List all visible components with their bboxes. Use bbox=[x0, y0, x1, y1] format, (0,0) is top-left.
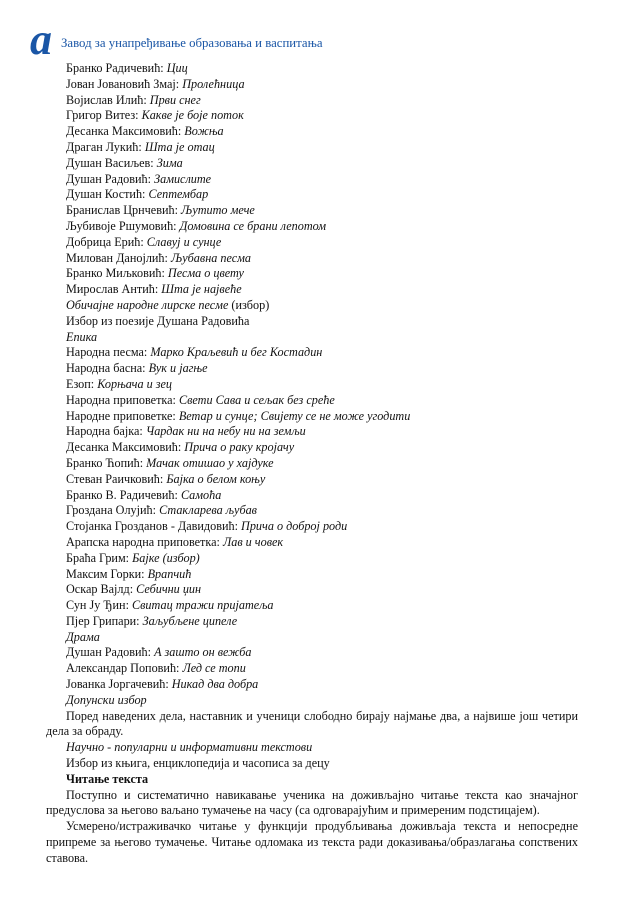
list-item bbox=[46, 124, 578, 140]
entry-author: Народна приповетка: bbox=[66, 392, 179, 407]
entry-author: Максим Горки: bbox=[66, 566, 148, 581]
entry-author: Војислав Илић: bbox=[66, 92, 150, 107]
entry-author: Григор Витез: bbox=[66, 108, 142, 123]
entry-title: Самоћа bbox=[180, 487, 222, 502]
entry-author: Бранко Ћопић: bbox=[66, 455, 147, 470]
list-item bbox=[46, 282, 578, 298]
entry-title: Зима bbox=[156, 155, 183, 170]
entry-author: Гроздана Олујић: bbox=[66, 503, 160, 518]
entry-author: Арапска народна приповетка: bbox=[66, 534, 223, 549]
list-item bbox=[46, 219, 578, 235]
entry-author: Бранислав Црнчевић: bbox=[66, 203, 182, 218]
entry-title: Мачак отишао у хајдуке bbox=[146, 455, 274, 470]
paragraph-reading-1: Поступно и систематично навикавање ученика на доживљајно читање текста као значајног предуслова за његово ваљано тумачење на часу (са одговарајућим и примереним подстицајем). bbox=[46, 787, 578, 818]
entry-title: Вук и јагње bbox=[148, 361, 208, 376]
entry-author: Езоп: bbox=[66, 376, 98, 391]
entry-author: Десанка Максимовић: bbox=[66, 124, 185, 139]
list-item bbox=[46, 345, 578, 361]
entry-title: Стакларева љубав bbox=[159, 503, 257, 518]
entry-author: Бранко Миљковић: bbox=[66, 266, 168, 281]
entry-title: Циц bbox=[166, 61, 188, 75]
entry-author: Душан Васиљев: bbox=[66, 155, 157, 170]
list-item bbox=[46, 582, 578, 598]
entry-title: Заљубљене ципеле bbox=[142, 613, 238, 628]
entry-author: Народна песма: bbox=[66, 345, 151, 360]
entry-title: Шта је највеће bbox=[161, 282, 242, 297]
list-item bbox=[46, 535, 578, 551]
list-item bbox=[46, 409, 578, 425]
list-item bbox=[46, 172, 578, 188]
list-item bbox=[46, 472, 578, 488]
list-item bbox=[46, 551, 578, 567]
list-item bbox=[46, 456, 578, 472]
reading-heading: Читање текста bbox=[66, 771, 149, 786]
list-item bbox=[46, 677, 578, 693]
entry-author: Милован Данојлић: bbox=[66, 250, 171, 265]
list-item bbox=[46, 503, 578, 519]
list-item bbox=[46, 251, 578, 267]
entry-author: Народна басна: bbox=[66, 361, 149, 376]
entry-author: Пјер Грипари: bbox=[66, 613, 143, 628]
entry-author: Душан Радовић: bbox=[66, 171, 155, 186]
entry-title: Лав и човек bbox=[222, 534, 284, 549]
institute-logo: a bbox=[30, 15, 52, 64]
list-item bbox=[46, 661, 578, 677]
entry-title: Септембар bbox=[148, 187, 209, 202]
entry-title: Обичајне народне лирске песме bbox=[66, 297, 229, 312]
entry-author: Љубивоје Ршумовић: bbox=[66, 218, 180, 233]
list-item bbox=[46, 645, 578, 661]
entry-author: Јованка Јоргачевић: bbox=[66, 677, 172, 692]
entry-title: Прича о доброј роди bbox=[241, 519, 348, 534]
reading-list bbox=[46, 61, 578, 709]
popular-item: Избор из књига, енциклопедија и часописа за децу bbox=[66, 756, 330, 771]
list-item bbox=[46, 424, 578, 440]
list-item bbox=[46, 77, 578, 93]
list-item bbox=[46, 393, 578, 409]
entry-author: Душан Радовић: bbox=[66, 645, 155, 660]
entry-author: Добрица Ерић: bbox=[66, 234, 147, 249]
entry-title: Ветар и сунце; Свијету се не може угодити bbox=[178, 408, 411, 423]
list-item bbox=[46, 140, 578, 156]
entry-title: Лед се топи bbox=[182, 661, 246, 676]
entry-suffix: (избор) bbox=[228, 297, 270, 312]
entry-title: Љутито мече bbox=[181, 203, 255, 218]
list-item bbox=[46, 598, 578, 614]
entry-author: Драган Лукић: bbox=[66, 139, 145, 154]
list-item bbox=[46, 693, 578, 709]
list-item bbox=[46, 203, 578, 219]
entry-author: Бранко Радичевић: bbox=[66, 61, 167, 75]
entry-title: Љубавна песма bbox=[170, 250, 252, 265]
list-item bbox=[46, 266, 578, 282]
entry-author: Оскар Вајлд: bbox=[66, 582, 137, 597]
entry-title: Свитац тражи пријатеља bbox=[132, 598, 274, 613]
list-item bbox=[46, 61, 578, 77]
list-item bbox=[46, 567, 578, 583]
list-item bbox=[46, 235, 578, 251]
entry-title: Драма bbox=[66, 629, 100, 644]
section-popular-title: Научно - популарни и информативни текстови bbox=[66, 740, 313, 755]
entry-author: Избор из поезије Душана Радовића bbox=[66, 313, 250, 328]
entry-title: Замислите bbox=[154, 171, 212, 186]
list-item bbox=[46, 440, 578, 456]
document-body bbox=[46, 61, 578, 867]
entry-title: Пролећница bbox=[182, 76, 245, 91]
entry-title: Никад два добра bbox=[171, 677, 259, 692]
list-item bbox=[46, 108, 578, 124]
list-item bbox=[46, 93, 578, 109]
entry-title: Врапчић bbox=[147, 566, 192, 581]
entry-author: Сун Ју Ђин: bbox=[66, 598, 133, 613]
entry-author: Народна бајка: bbox=[66, 424, 146, 439]
entry-title: Марко Краљевић и бег Костадин bbox=[150, 345, 323, 360]
entry-author: Бранко В. Радичевић: bbox=[66, 487, 181, 502]
list-item bbox=[46, 187, 578, 203]
entry-title: А зашто он вежба bbox=[154, 645, 252, 660]
list-item bbox=[46, 630, 578, 646]
entry-author: Браћа Грим: bbox=[66, 550, 133, 565]
paragraph-choice: Поред наведених дела, наставник и ученици слободно бирају најмање два, а највише још четири дела за обраду. bbox=[46, 708, 578, 739]
entry-author: Стеван Раичковић: bbox=[66, 471, 167, 486]
entry-title: Домовина се брани лепотом bbox=[179, 218, 327, 233]
list-item bbox=[46, 314, 578, 330]
entry-title: Епика bbox=[66, 329, 98, 344]
entry-title: Какве је боје поток bbox=[141, 108, 244, 123]
paragraph-reading-2: Усмерено/истраживачко читање у функцији продубљивања доживљаја текста и непосредне припреме за његово тумачење. Читање одломака из текста ради доказивања/образлагања сопствених ставова. bbox=[46, 819, 578, 865]
entry-author: Душан Костић: bbox=[66, 187, 149, 202]
entry-author: Десанка Максимовић: bbox=[66, 440, 185, 455]
entry-title: Корњача и зец bbox=[97, 376, 173, 391]
list-item bbox=[46, 519, 578, 535]
entry-title: Први снег bbox=[149, 92, 201, 107]
entry-author: Мирослав Антић: bbox=[66, 282, 162, 297]
list-item bbox=[46, 361, 578, 377]
entry-title: Прича о раку кројачу bbox=[184, 440, 295, 455]
entry-title: Бајка о белом коњу bbox=[166, 471, 266, 486]
entry-title: Вожња bbox=[184, 124, 224, 139]
entry-author: Народне приповетке: bbox=[66, 408, 179, 423]
entry-title: Песма о цвету bbox=[167, 266, 244, 281]
entry-title: Шта је отац bbox=[144, 139, 215, 154]
entry-title: Чардак ни на небу ни на земљи bbox=[145, 424, 306, 439]
list-item bbox=[46, 298, 578, 314]
entry-author: Стојанка Грозданов - Давидовић: bbox=[66, 519, 242, 534]
entry-title: Свети Сава и сељак без среће bbox=[178, 392, 335, 407]
entry-author: Јован Јовановић Змај: bbox=[66, 76, 183, 91]
list-item bbox=[46, 377, 578, 393]
header-title: Завод за унапређивање образовања и васпитања bbox=[61, 36, 323, 50]
entry-title: Себични џин bbox=[136, 582, 202, 597]
list-item bbox=[46, 488, 578, 504]
entry-title: Славуј и сунце bbox=[146, 234, 222, 249]
list-item bbox=[46, 156, 578, 172]
list-item bbox=[46, 614, 578, 630]
list-item bbox=[46, 330, 578, 346]
entry-title: Бајке (избор) bbox=[132, 550, 200, 565]
entry-author: Александар Поповић: bbox=[66, 661, 183, 676]
entry-title: Допунски избор bbox=[66, 692, 147, 707]
